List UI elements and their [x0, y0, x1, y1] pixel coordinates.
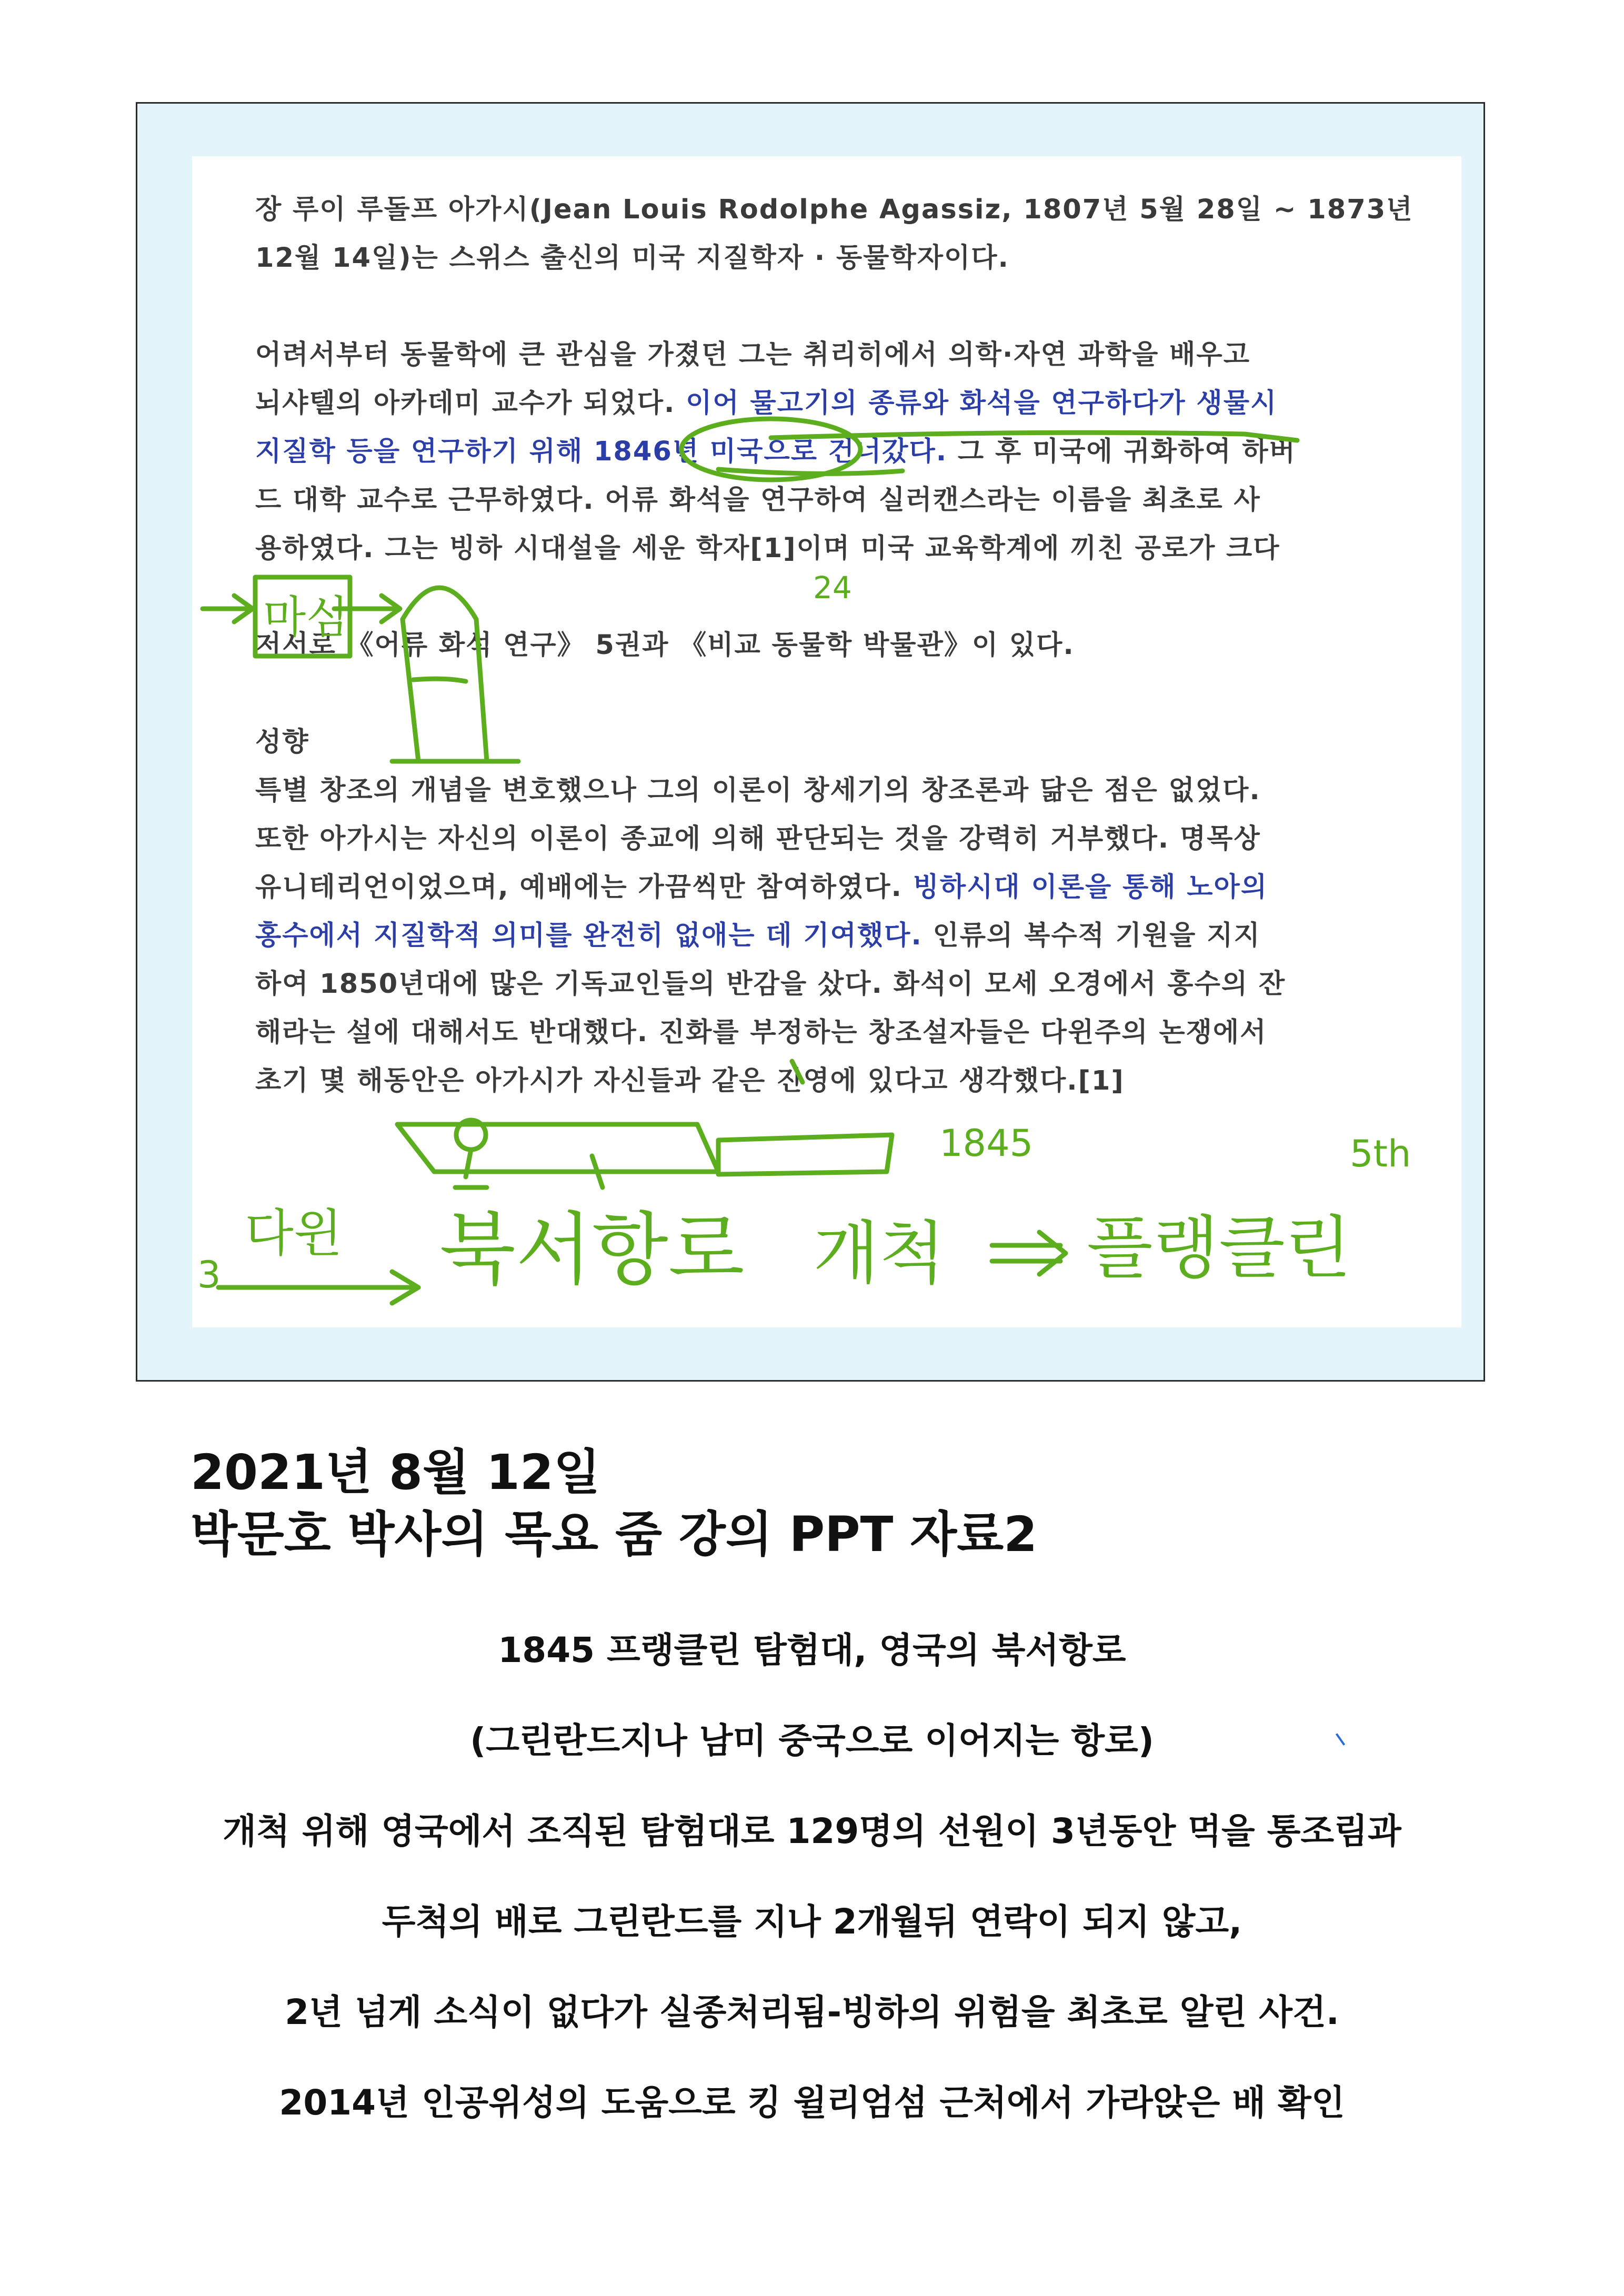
double-arrow-icon	[992, 1232, 1066, 1274]
margin-word: 마심	[263, 591, 349, 643]
slide-line: 장 루이 루돌프 아가시(Jean Louis Rodolphe Agassiz, 1807년 5월 28일 ~ 1873년	[255, 194, 1414, 225]
body-line: 2년 넘게 소식이 없다가 실종처리됨-빙하의 위험을 최초로 알린 사건.	[285, 1992, 1339, 2032]
slide-line: 어려서부터 동물학에 큰 관심을 가졌던 그는 취리히에서 의학·자연 과학을 배우고	[255, 339, 1250, 370]
slide-frame	[136, 102, 1485, 1382]
slide-line: 지질학 등을 연구하기 위해 1846년 미국으로 건너갔다. 그 후 미국에 귀화하여 하버	[255, 436, 1296, 467]
highlighted-text: 빙하시대 이론을 통해 노아의	[913, 872, 1268, 903]
note-5th: 5th	[1350, 1132, 1411, 1175]
body-line: 두척의 배로 그린란드를 지나 2개월뒤 연락이 되지 않고,	[382, 1901, 1242, 1942]
note-24: 24	[813, 570, 852, 606]
explore-word: 개척	[813, 1213, 946, 1293]
pillar-drawing	[392, 588, 518, 761]
slide-line: 12월 14일)는 스위스 출신의 미국 지질학자 · 동물학자이다.	[255, 243, 1009, 274]
slide-line: 드 대학 교수로 근무하였다. 어류 화석을 연구하여 실러캔스라는 이름을 최초로 사	[255, 485, 1261, 516]
underline-stroke	[718, 469, 903, 474]
box-drawing	[718, 1135, 892, 1174]
document-body	[0, 1627, 1624, 2170]
route-word: 북서항로	[439, 1204, 745, 1296]
highlighted-text: 지질학 등을 연구하기 위해 1846년 미국으로 건너갔다.	[255, 436, 948, 467]
body-line: 1845 프랭클린 탐험대, 영국의 북서항로	[498, 1630, 1126, 1670]
long-arrow-icon	[218, 1272, 418, 1303]
cursor-icon	[792, 1061, 803, 1082]
left-mark: 3	[197, 1253, 221, 1296]
slide-line: 유니테리언이었으며, 예배에는 가끔씩만 참여하였다. 빙하시대 이론을 통해 노아의	[255, 872, 1268, 903]
note-1845: 1845	[939, 1122, 1034, 1165]
highlighted-text: 홍수에서 지질학적 의미를 완전히 없애는 데 기여했다.	[255, 920, 923, 951]
slide-screenshot	[192, 156, 1461, 1327]
franklin-word: 플랭클린	[1087, 1208, 1351, 1288]
body-line: 개척 위해 영국에서 조직된 탐험대로 129명의 선원이 3년동안 먹을 통조림과	[223, 1811, 1401, 1851]
underline-stroke	[413, 679, 466, 681]
body-line: (그린란드지나 남미 중국으로 이어지는 항로)	[470, 1720, 1154, 1761]
body-line: 2014년 인공위성의 도움으로 킹 윌리엄섬 근처에서 가라앉은 배 확인	[279, 2082, 1345, 2123]
slide-line: 홍수에서 지질학적 의미를 완전히 없애는 데 기여했다. 인류의 복수적 기원을 지지	[255, 920, 1261, 951]
document-heading	[191, 1442, 1037, 1566]
arrow-left-icon	[203, 596, 253, 622]
box-drawing	[397, 1124, 718, 1172]
slide-line: 또한 아가시는 자신의 이론이 종교에 의해 판단되는 것을 강력히 거부했다. 명목상	[255, 823, 1261, 854]
heading-title: 박문호 박사의 목요 줌 강의 PPT 자료2	[191, 1506, 1038, 1563]
stick-figure	[455, 1150, 613, 1187]
slide-line: 저서로 《어류 화석 연구》 5권과 《비교 동물학 박물관》이 있다.	[255, 630, 1075, 661]
slide-line: 뇌샤텔의 아카데미 교수가 되었다. 이어 물고기의 종류와 화석을 연구하다가 생물시	[255, 388, 1278, 419]
handwritten-annotations	[192, 156, 1461, 1327]
heading-date: 2021년 8월 12일	[191, 1444, 600, 1501]
slide-line: 하여 1850년대에 많은 기독교인들의 반감을 샀다. 화석이 모세 오경에서 홍수의 잔	[255, 969, 1286, 1000]
slide-line: 특별 창조의 개념을 변호했으나 그의 이론이 창세기의 창조론과 닮은 점은 없었다.	[255, 775, 1261, 806]
slide-section-title: 성향	[255, 727, 309, 758]
slide-line: 초기 몇 해동안은 아가시가 자신들과 같은 진영에 있다고 생각했다.[1]	[255, 1065, 1125, 1096]
slide-line: 용하였다. 그는 빙하 시대설을 세운 학자[1]이며 미국 교육학계에 끼친 공로가 크다	[255, 533, 1280, 564]
darwin-word: 다윈	[245, 1204, 343, 1263]
slide-line: 해라는 설에 대해서도 반대했다. 진화를 부정하는 창조설자들은 다윈주의 논쟁에서	[255, 1017, 1267, 1048]
highlighted-text: 이어 물고기의 종류와 화석을 연구하다가 생물시	[686, 388, 1278, 419]
